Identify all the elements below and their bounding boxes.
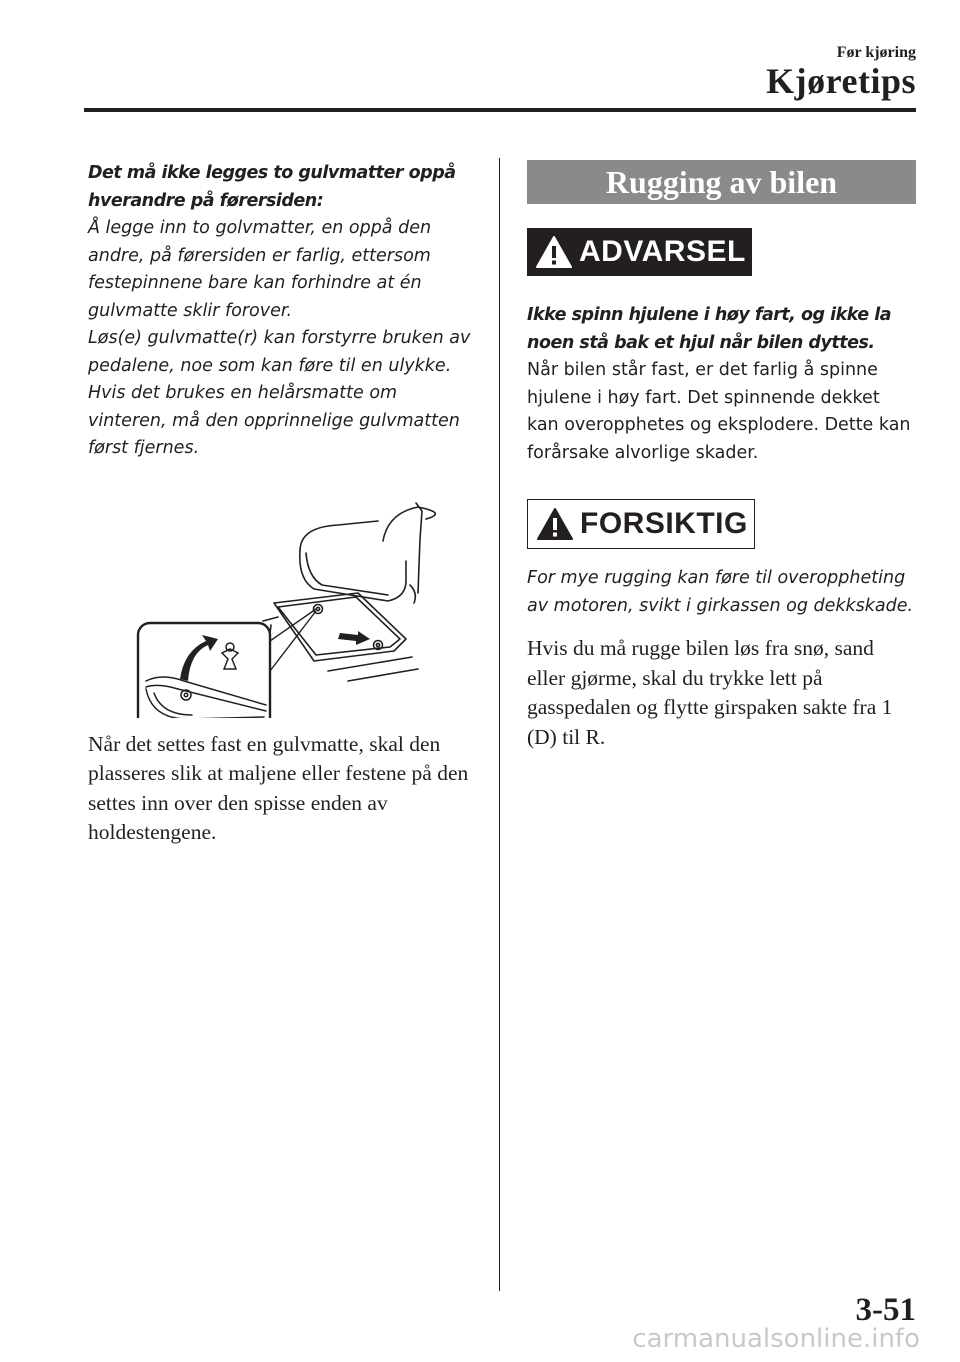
watermark: carmanualsonline.info	[632, 1324, 920, 1354]
right-column	[527, 160, 915, 752]
body-text: Hvis du må rugge bilen løs fra snø, sand eller gjørme, skal du trykke lett på gasspedalen og flytte girspaken sakte fra 1 (D) til R.	[527, 636, 893, 749]
arrow-right-icon	[338, 631, 370, 645]
left-column	[88, 160, 480, 848]
column-divider	[499, 158, 500, 1291]
warning-body: Å legge inn to golvmatter, en oppå den andre, på førersiden er farlig, ettersom festepinnene bare kan forhindre at én gulvmatte sklir forover. Løs(e) gulvmatte(r) kan forstyrre bruken av pedalene, noe som kan føre til en ulykke. Hvis det brukes en helårsmatte om vinteren, må den opprinnelige gulvmatten først fjernes.	[88, 218, 471, 458]
page-number: 3-51	[855, 1292, 916, 1328]
advarsel-body: Når bilen står fast, er det farlig å spinne hjulene i høy fart. Det spinnende dekket kan overopphetes og eksplodere. Dette kan forårsake alvorlige skader.	[527, 360, 911, 463]
chapter-label: Før kjøring	[836, 44, 916, 61]
page-title: Kjøretips	[766, 61, 916, 101]
forsiktig-body: For mye rugging kan føre til overoppheting av motoren, svikt i girkassen og dekkskade.	[527, 568, 914, 616]
warning-triangle-icon	[535, 235, 573, 269]
warning-text	[88, 160, 473, 463]
advarsel-text	[527, 302, 915, 467]
floor-mat-illustration	[88, 493, 480, 718]
section-header	[527, 160, 916, 204]
header-rule	[84, 108, 916, 112]
warning-heading: Det må ikke legges to gulvmatter oppå hverandre på førersiden:	[88, 163, 456, 211]
advarsel-label: ADVARSEL	[527, 228, 752, 276]
floor-mat-drawing	[88, 493, 480, 718]
caution-triangle-icon	[536, 507, 574, 541]
section-title: Rugging av bilen	[605, 163, 838, 200]
forsiktig-label: FORSIKTIG	[527, 499, 755, 549]
illustration-caption: Når det settes fast en gulvmatte, skal den plasseres slik at maljene eller festene på den settes inn over den spisse enden av holdestengene.	[88, 731, 469, 844]
advarsel-heading: Ikke spinn hjulene i høy fart, og ikke la noen stå bak et hjul når bilen dyttes.	[527, 305, 892, 353]
